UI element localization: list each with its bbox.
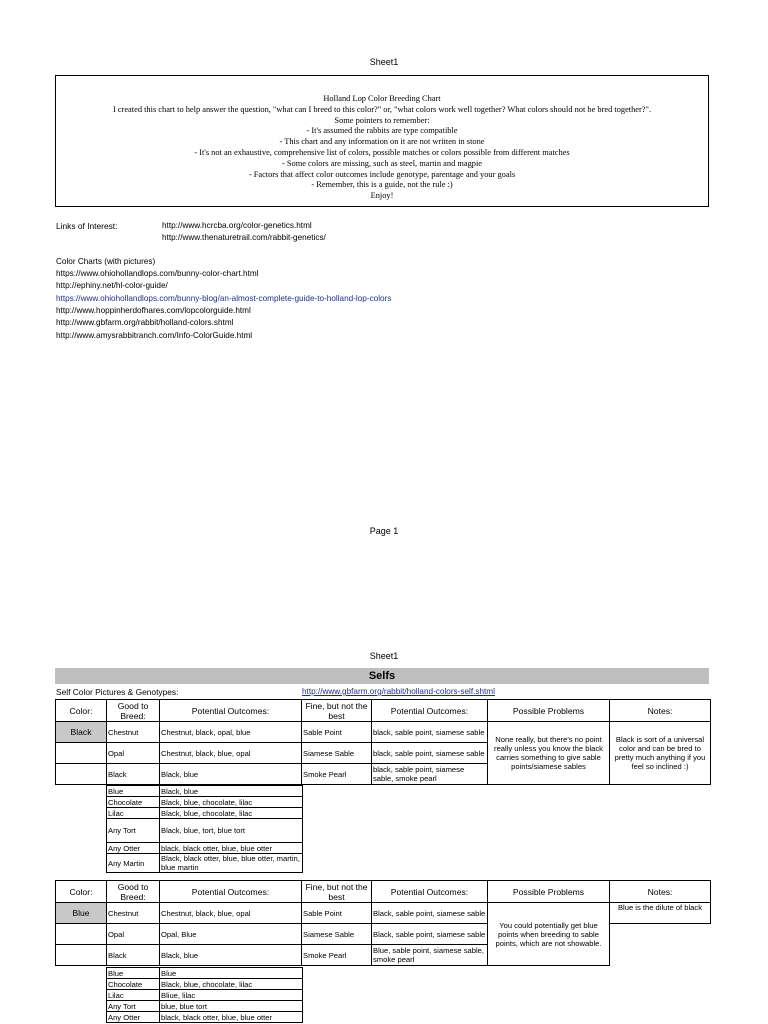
table-cell: Chestnut, black, blue, opal xyxy=(160,743,302,764)
table-cell: black, sable point, siamese sable, smoke pearl xyxy=(372,764,488,785)
header-notes: Notes: xyxy=(610,881,711,903)
table-cell: Blue xyxy=(160,968,303,979)
table-cell: Chestnut, black, opal, blue xyxy=(160,722,302,743)
intro-box xyxy=(55,75,709,207)
intro-line: - This chart and any information on it are not written in stone xyxy=(279,137,485,147)
section-title: Selfs xyxy=(55,668,709,684)
sheet-label: Sheet1 xyxy=(369,651,399,661)
table-cell: black, black otter, blue, blue otter xyxy=(160,843,303,854)
table-cell: Chestnut xyxy=(107,903,160,924)
header-good-to-breed: Good to Breed: xyxy=(107,700,160,722)
table-cell: Siamese Sable xyxy=(302,924,372,945)
color-swatch-black: Black xyxy=(56,722,107,743)
intro-line: - Remember, this is a guide, not the rule :) xyxy=(311,180,453,190)
table-cell: Black, sable point, siamese sable xyxy=(372,924,488,945)
intro-line: Some pointers to remember: xyxy=(334,115,430,125)
table-cell: Black, blue, chocolate, lilac xyxy=(160,808,303,819)
empty-cell xyxy=(610,924,711,945)
header-potential-outcomes: Potential Outcomes: xyxy=(372,700,488,722)
table-cell: Black, sable point, siamese sable xyxy=(372,903,488,924)
table-cell: Any Martin xyxy=(107,854,160,873)
blue-extra-table xyxy=(106,967,303,1023)
black-breeding-table xyxy=(55,699,711,785)
page-number: Page 1 xyxy=(369,526,399,536)
table-cell: Black xyxy=(107,945,160,966)
possible-problems-cell: None really, but there's no point really unless you know the black carries something to give sable points/siamese sables xyxy=(488,722,610,785)
link[interactable]: https://www.ohiohollandlops.com/bunny-color-chart.html xyxy=(56,269,259,278)
header-notes: Notes: xyxy=(610,700,711,722)
table-cell: Siamese Sable xyxy=(302,743,372,764)
header-possible-problems: Possible Problems xyxy=(488,700,610,722)
color-charts-label: Color Charts (with pictures) xyxy=(56,257,156,266)
genotypes-link[interactable]: http://www.gbfarm.org/rabbit/holland-colors-self.shtml xyxy=(302,687,495,696)
link[interactable]: http://www.hoppinherdofhares.com/lopcolorguide.html xyxy=(56,306,251,315)
table-cell: Black, blue xyxy=(160,786,303,797)
link[interactable]: https://www.ohiohollandlops.com/bunny-blog/an-almost-complete-guide-to-holland-lop-colors xyxy=(56,294,392,303)
intro-line: - It's not an exhaustive, comprehensive list of colors, possible matches or colors possible from different matches xyxy=(194,147,570,157)
table-cell: Black, blue xyxy=(160,945,302,966)
empty-cell xyxy=(610,945,711,966)
header-potential-outcomes: Potential Outcomes: xyxy=(372,881,488,903)
table-cell: Black, blue, chocolate, lilac xyxy=(160,797,303,808)
table-cell xyxy=(56,743,107,764)
notes-cell: Blue is the dilute of black xyxy=(610,903,711,924)
header-potential-outcomes: Potential Outcomes: xyxy=(160,881,302,903)
color-swatch-blue: Blue xyxy=(56,903,107,924)
genotypes-label: Self Color Pictures & Genotypes: xyxy=(56,687,179,697)
table-cell: Chestnut xyxy=(107,722,160,743)
header-fine: Fine, but not the best xyxy=(302,881,372,903)
table-cell: Blue xyxy=(107,968,160,979)
table-cell: Any Tort xyxy=(107,1001,160,1012)
table-cell: Lilac xyxy=(107,808,160,819)
header-color: Color: xyxy=(56,881,107,903)
intro-title: Holland Lop Color Breeding Chart xyxy=(323,94,441,103)
intro-line: - Factors that affect color outcomes include genotype, parentage and your goals xyxy=(248,169,516,179)
table-cell: Any Tort xyxy=(107,819,160,843)
table-cell: Chocolate xyxy=(107,979,160,990)
table-cell: Smoke Pearl xyxy=(302,764,372,785)
table-cell: Black, black otter, blue, blue otter, martin, blue martin xyxy=(160,854,303,873)
table-cell xyxy=(56,945,107,966)
table-cell: Lilac xyxy=(107,990,160,1001)
intro-line: I created this chart to help answer the question, "what can I breed to this color?" or, "what colors work well together? What colors should not be bred together?". xyxy=(112,104,652,114)
table-cell: Any Otter xyxy=(107,843,160,854)
table-cell: black, black otter, blue, blue otter xyxy=(160,1012,303,1023)
table-cell: Chestnut, black, blue, opal xyxy=(160,903,302,924)
table-cell xyxy=(56,764,107,785)
header-good-to-breed: Good to Breed: xyxy=(107,881,160,903)
table-cell: Black xyxy=(107,764,160,785)
table-cell: Opal, Blue xyxy=(160,924,302,945)
table-cell: Black, blue, tort, blue tort xyxy=(160,819,303,843)
table-cell: Chocolate xyxy=(107,797,160,808)
table-cell: Opal xyxy=(107,924,160,945)
link[interactable]: http://www.amysrabbitranch.com/Info-ColorGuide.html xyxy=(56,331,253,340)
links-of-interest-label: Links of Interest: xyxy=(56,221,118,231)
header-color: Color: xyxy=(56,700,107,722)
notes-cell: Black is sort of a universal color and can be bred to pretty much anything if you feel so inclined :) xyxy=(610,722,711,785)
black-extra-table xyxy=(106,785,303,873)
table-cell: Black, blue, chocolate, lilac xyxy=(160,979,303,990)
header-potential-outcomes: Potential Outcomes: xyxy=(160,700,302,722)
table-cell: Sable Point xyxy=(302,722,372,743)
table-cell: black, sable point, siamese sable xyxy=(372,743,488,764)
table-cell: Blue, sable point, siamese sable, smoke pearl xyxy=(372,945,488,966)
table-cell: Opal xyxy=(107,743,160,764)
possible-problems-cell: You could potentially get blue points when breeding to sable points, which are not showable. xyxy=(488,903,610,966)
table-cell: black, sable point, siamese sable xyxy=(372,722,488,743)
link[interactable]: http://www.gbfarm.org/rabbit/holland-colors.shtml xyxy=(56,318,234,327)
link[interactable]: http://www.hcrcba.org/color-genetics.html xyxy=(162,221,312,230)
table-cell: blue, blue tort xyxy=(160,1001,303,1012)
intro-line: - It's assumed the rabbits are type compatible xyxy=(306,126,458,136)
link[interactable]: http://ephiny.net/hl-color-guide/ xyxy=(56,281,168,290)
table-cell xyxy=(56,924,107,945)
intro-line: - Some colors are missing, such as steel, martin and magpie xyxy=(281,158,483,168)
table-cell: Black, blue xyxy=(160,764,302,785)
blue-breeding-table xyxy=(55,880,711,966)
table-cell: Any Otter xyxy=(107,1012,160,1023)
header-fine: Fine, but not the best xyxy=(302,700,372,722)
table-cell: Blue xyxy=(107,786,160,797)
table-cell: Sable Point xyxy=(302,903,372,924)
sheet-label: Sheet1 xyxy=(369,57,399,67)
table-cell: Smoke Pearl xyxy=(302,945,372,966)
intro-line: Enjoy! xyxy=(370,191,394,201)
link[interactable]: http://www.thenaturetrail.com/rabbit-genetics/ xyxy=(162,233,326,242)
table-cell: Bliue, lilac xyxy=(160,990,303,1001)
header-possible-problems: Possible Problems xyxy=(488,881,610,903)
